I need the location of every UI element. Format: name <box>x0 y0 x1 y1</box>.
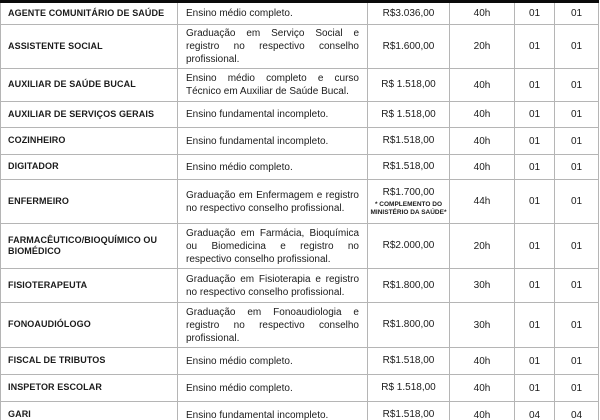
cell-total: 04 <box>555 402 599 420</box>
cell-requirements: Ensino médio completo. <box>178 348 368 375</box>
cell-position: INSPETOR ESCOLAR <box>1 375 178 402</box>
salary-value: R$1.518,00 <box>382 161 435 172</box>
salary-value: R$ 1.518,00 <box>381 79 436 90</box>
cell-position: FONOAUDIÓLOGO <box>1 303 178 348</box>
table-row <box>1 102 599 128</box>
salary-value: R$1.800,00 <box>382 279 435 291</box>
cell-total: 01 <box>555 269 599 303</box>
cell-total: 01 <box>555 69 599 102</box>
cell-requirements: Graduação em Fisioterapia e registro no respectivo conselho profissional. <box>178 269 368 303</box>
table-row <box>1 303 599 348</box>
salary-value: R$1.700,00 <box>382 186 435 198</box>
table-row <box>1 25 599 69</box>
cell-vacancies: 01 <box>515 269 555 303</box>
cell-vacancies: 01 <box>515 155 555 180</box>
cell-workload: 30h <box>450 269 515 303</box>
cell-salary <box>368 180 450 224</box>
cell-requirements: Graduação em Farmácia, Bioquímica ou Biomedicina e registro no respectivo conselho profissional. <box>178 224 368 269</box>
cell-position: FISCAL DE TRIBUTOS <box>1 348 178 375</box>
table-row <box>1 128 599 155</box>
cell-total: 01 <box>555 180 599 224</box>
cell-position: ENFERMEIRO <box>1 180 178 224</box>
cell-workload: 40h <box>450 155 515 180</box>
cell-requirements: Ensino fundamental incompleto. <box>178 402 368 420</box>
cell-requirements: Graduação em Fonoaudiologia e registro no respectivo conselho profissional. <box>178 303 368 348</box>
cell-requirements: Ensino médio completo. <box>178 375 368 402</box>
cell-requirements: Ensino fundamental incompleto. <box>178 128 368 155</box>
salary-note: * COMPLEMENTO DO MINISTÉRIO DA SAÚDE* <box>370 200 447 216</box>
cell-total: 01 <box>555 25 599 69</box>
cell-vacancies: 01 <box>515 128 555 155</box>
cell-total: 01 <box>555 348 599 375</box>
cell-position: DIGITADOR <box>1 155 178 180</box>
cell-vacancies: 01 <box>515 303 555 348</box>
salary-value: R$ 1.518,00 <box>381 382 436 393</box>
cell-workload: 40h <box>450 2 515 25</box>
salary-value: R$1.800,00 <box>382 319 435 330</box>
table-row <box>1 155 599 180</box>
cell-workload: 20h <box>450 224 515 269</box>
cell-salary <box>368 128 450 155</box>
cell-workload: 40h <box>450 128 515 155</box>
cell-total: 01 <box>555 128 599 155</box>
cell-vacancies: 01 <box>515 180 555 224</box>
table-row <box>1 180 599 224</box>
cell-requirements: Ensino médio completo. <box>178 2 368 25</box>
cell-salary <box>368 2 450 25</box>
cell-salary <box>368 348 450 375</box>
cell-vacancies: 01 <box>515 25 555 69</box>
table-row <box>1 224 599 269</box>
salary-value: R$1.518,00 <box>382 135 435 146</box>
cell-position: AUXILIAR DE SAÚDE BUCAL <box>1 69 178 102</box>
cell-position: AUXILIAR DE SERVIÇOS GERAIS <box>1 102 178 128</box>
cell-requirements: Graduação em Serviço Social e registro no respectivo conselho profissional. <box>178 25 368 69</box>
cell-total: 01 <box>555 375 599 402</box>
cell-workload: 40h <box>450 69 515 102</box>
cell-vacancies: 01 <box>515 2 555 25</box>
cell-vacancies: 01 <box>515 375 555 402</box>
cell-salary <box>368 155 450 180</box>
cell-workload: 40h <box>450 348 515 375</box>
cell-position: COZINHEIRO <box>1 128 178 155</box>
cell-total: 01 <box>555 102 599 128</box>
salary-value: R$3.036,00 <box>382 7 435 19</box>
cell-total: 01 <box>555 155 599 180</box>
salary-value: R$1.600,00 <box>382 40 435 52</box>
cell-total: 01 <box>555 2 599 25</box>
cell-requirements: Graduação em Enfermagem e registro no respectivo conselho profissional. <box>178 180 368 224</box>
table-row <box>1 348 599 375</box>
cell-salary <box>368 269 450 303</box>
cell-salary <box>368 375 450 402</box>
cell-salary <box>368 303 450 348</box>
cell-workload: 40h <box>450 375 515 402</box>
cell-vacancies: 01 <box>515 224 555 269</box>
cell-workload: 40h <box>450 402 515 420</box>
table-row <box>1 269 599 303</box>
cell-vacancies: 04 <box>515 402 555 420</box>
cell-workload: 20h <box>450 25 515 69</box>
cell-position: FISIOTERAPEUTA <box>1 269 178 303</box>
table-body <box>1 2 599 420</box>
salary-value: R$1.518,00 <box>382 409 435 420</box>
cell-workload: 40h <box>450 102 515 128</box>
cell-vacancies: 01 <box>515 69 555 102</box>
cell-salary <box>368 224 450 269</box>
cell-requirements: Ensino fundamental incompleto. <box>178 102 368 128</box>
cell-total: 01 <box>555 224 599 269</box>
cell-salary <box>368 402 450 420</box>
cell-total: 01 <box>555 303 599 348</box>
cell-position: FARMACÊUTICO/BIOQUÍMICO OU BIOMÉDICO <box>1 224 178 269</box>
cell-salary <box>368 69 450 102</box>
cell-position: AGENTE COMUNITÁRIO DE SAÚDE <box>1 2 178 25</box>
cell-salary <box>368 25 450 69</box>
cell-workload: 30h <box>450 303 515 348</box>
salary-value: R$ 1.518,00 <box>381 108 436 120</box>
cell-vacancies: 01 <box>515 348 555 375</box>
cell-salary <box>368 102 450 128</box>
table-row <box>1 69 599 102</box>
table-row <box>1 2 599 25</box>
salary-value: R$2.000,00 <box>382 240 435 251</box>
salary-value: R$1.518,00 <box>382 355 435 366</box>
cell-position: GARI <box>1 402 178 420</box>
cell-requirements: Ensino médio completo. <box>178 155 368 180</box>
cell-vacancies: 01 <box>515 102 555 128</box>
table-row <box>1 402 599 420</box>
cell-position: ASSISTENTE SOCIAL <box>1 25 178 69</box>
table-row <box>1 375 599 402</box>
cell-requirements: Ensino médio completo e curso Técnico em Auxiliar de Saúde Bucal. <box>178 69 368 102</box>
cell-workload: 44h <box>450 180 515 224</box>
